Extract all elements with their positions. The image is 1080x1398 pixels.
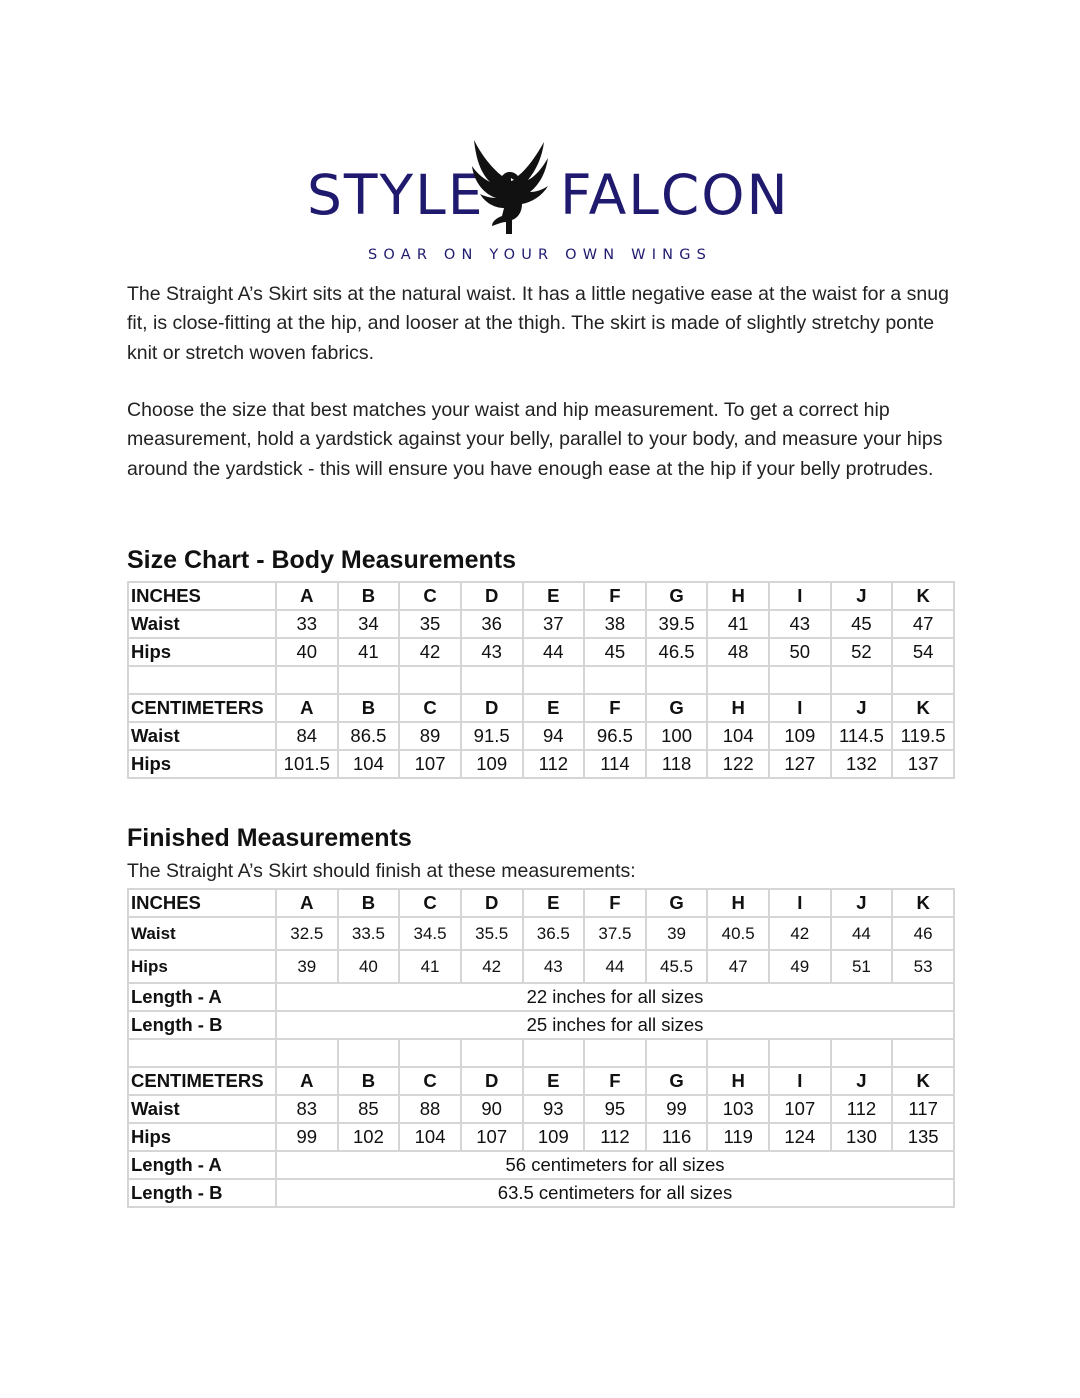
- empty-cell: [276, 666, 338, 694]
- table-cell: J: [831, 582, 893, 610]
- empty-cell: [338, 1039, 400, 1067]
- table-cell: 48: [707, 638, 769, 666]
- table-cell: F: [584, 694, 646, 722]
- table-cell: F: [584, 582, 646, 610]
- table-cell: J: [831, 694, 893, 722]
- length-value-cell: 25 inches for all sizes: [276, 1011, 954, 1039]
- table-cell: 47: [707, 950, 769, 983]
- empty-cell: [769, 1039, 831, 1067]
- table-cell: 44: [523, 638, 585, 666]
- table-cell: 103: [707, 1095, 769, 1123]
- table-cell: A: [276, 889, 338, 917]
- empty-cell: [646, 666, 708, 694]
- table-cell: 49: [769, 950, 831, 983]
- row-label-cell: Hips: [128, 950, 276, 983]
- table-cell: 132: [831, 750, 893, 778]
- table-cell: D: [461, 582, 523, 610]
- table-cell: C: [399, 582, 461, 610]
- spacer-row: [128, 1039, 954, 1067]
- table-cell: 114: [584, 750, 646, 778]
- table-cell: E: [523, 582, 585, 610]
- table-cell: 42: [461, 950, 523, 983]
- table-cell: C: [399, 694, 461, 722]
- table-cell: F: [584, 1067, 646, 1095]
- empty-cell: [399, 666, 461, 694]
- table-header-row: [128, 1067, 954, 1095]
- length-row: [128, 1011, 954, 1039]
- logo-word-style: STYLE: [307, 163, 485, 227]
- table-row: [128, 917, 954, 950]
- table-cell: D: [461, 889, 523, 917]
- empty-cell: [707, 666, 769, 694]
- table-cell: 43: [769, 610, 831, 638]
- table-cell: 93: [523, 1095, 585, 1123]
- logo-tagline: SOAR ON YOUR OWN WINGS: [367, 247, 713, 263]
- table-cell: 91.5: [461, 722, 523, 750]
- row-label-cell: Waist: [128, 610, 276, 638]
- table-cell: 84: [276, 722, 338, 750]
- empty-cell: [461, 1039, 523, 1067]
- table-row: [128, 750, 954, 778]
- table-cell: G: [646, 582, 708, 610]
- length-value-cell: 63.5 centimeters for all sizes: [276, 1179, 954, 1207]
- table-cell: K: [892, 694, 954, 722]
- table-cell: 100: [646, 722, 708, 750]
- empty-cell: [399, 1039, 461, 1067]
- empty-cell: [523, 666, 585, 694]
- row-label-cell: Hips: [128, 638, 276, 666]
- table-cell: 34: [338, 610, 400, 638]
- table-cell: 109: [523, 1123, 585, 1151]
- length-row: [128, 1151, 954, 1179]
- table-cell: 101.5: [276, 750, 338, 778]
- row-label-cell: Waist: [128, 722, 276, 750]
- table-cell: H: [707, 694, 769, 722]
- table-cell: 107: [461, 1123, 523, 1151]
- table-cell: 33.5: [338, 917, 400, 950]
- table-cell: 114.5: [831, 722, 893, 750]
- finished-chart-title: Finished Measurements: [127, 824, 412, 852]
- table-cell: 53: [892, 950, 954, 983]
- table-cell: I: [769, 889, 831, 917]
- table-header-row: [128, 694, 954, 722]
- empty-cell: [338, 666, 400, 694]
- table-cell: 40: [338, 950, 400, 983]
- empty-cell: [584, 1039, 646, 1067]
- table-cell: 39.5: [646, 610, 708, 638]
- table-cell: 40: [276, 638, 338, 666]
- table-cell: H: [707, 582, 769, 610]
- table-cell: 38: [584, 610, 646, 638]
- table-row: [128, 1123, 954, 1151]
- length-row: [128, 1179, 954, 1207]
- table-cell: 119.5: [892, 722, 954, 750]
- table-cell: 41: [399, 950, 461, 983]
- table-cell: 43: [461, 638, 523, 666]
- table-cell: 36: [461, 610, 523, 638]
- table-cell: 45.5: [646, 950, 708, 983]
- intro-paragraph-2: Choose the size that best matches your waist and hip measurement. To get a correct hip measurement, hold a yardstick against your belly, parallel to your body, and measure your hips around the yardstick - this will ensure you have enough ease at the hip if your belly protrudes.: [127, 399, 943, 480]
- table-cell: 116: [646, 1123, 708, 1151]
- table-header-row: [128, 582, 954, 610]
- table-cell: 45: [831, 610, 893, 638]
- table-row: [128, 1095, 954, 1123]
- table-cell: K: [892, 889, 954, 917]
- table-cell: H: [707, 889, 769, 917]
- table-cell: A: [276, 694, 338, 722]
- length-row: [128, 983, 954, 1011]
- body-chart-title: Size Chart - Body Measurements: [127, 546, 516, 574]
- table-cell: H: [707, 1067, 769, 1095]
- table-cell: J: [831, 1067, 893, 1095]
- brand-logo: [0, 130, 1080, 270]
- row-label-cell: Length - B: [128, 1011, 276, 1039]
- row-label-cell: Hips: [128, 1123, 276, 1151]
- finished-chart-subtitle: The Straight A’s Skirt should finish at these measurements:: [127, 860, 636, 882]
- table-cell: 42: [769, 917, 831, 950]
- table-cell: 41: [338, 638, 400, 666]
- table-cell: 83: [276, 1095, 338, 1123]
- table-cell: 119: [707, 1123, 769, 1151]
- table-cell: 85: [338, 1095, 400, 1123]
- table-cell: 36.5: [523, 917, 585, 950]
- table-row: [128, 638, 954, 666]
- table-cell: 88: [399, 1095, 461, 1123]
- table-cell: I: [769, 694, 831, 722]
- table-cell: 35: [399, 610, 461, 638]
- table-cell: 46.5: [646, 638, 708, 666]
- table-cell: 45: [584, 638, 646, 666]
- table-cell: 90: [461, 1095, 523, 1123]
- table-cell: 95: [584, 1095, 646, 1123]
- table-cell: 107: [769, 1095, 831, 1123]
- row-label-cell: Length - A: [128, 983, 276, 1011]
- table-cell: 94: [523, 722, 585, 750]
- table-cell: F: [584, 889, 646, 917]
- table-cell: 112: [831, 1095, 893, 1123]
- table-cell: I: [769, 1067, 831, 1095]
- table-cell: 99: [276, 1123, 338, 1151]
- row-label-cell: Length - A: [128, 1151, 276, 1179]
- table-cell: 96.5: [584, 722, 646, 750]
- table-cell: 35.5: [461, 917, 523, 950]
- empty-cell: [892, 1039, 954, 1067]
- empty-cell: [646, 1039, 708, 1067]
- table-cell: 118: [646, 750, 708, 778]
- table-cell: B: [338, 694, 400, 722]
- row-label-cell: INCHES: [128, 889, 276, 917]
- row-label-cell: CENTIMETERS: [128, 694, 276, 722]
- table-cell: 44: [831, 917, 893, 950]
- table-cell: E: [523, 889, 585, 917]
- table-cell: 42: [399, 638, 461, 666]
- table-cell: K: [892, 582, 954, 610]
- table-cell: 86.5: [338, 722, 400, 750]
- table-cell: 41: [707, 610, 769, 638]
- table-cell: 44: [584, 950, 646, 983]
- table-cell: 40.5: [707, 917, 769, 950]
- table-cell: 104: [399, 1123, 461, 1151]
- table-cell: 102: [338, 1123, 400, 1151]
- falcon-icon: [466, 138, 554, 238]
- table-cell: 50: [769, 638, 831, 666]
- table-cell: A: [276, 1067, 338, 1095]
- table-cell: D: [461, 1067, 523, 1095]
- intro-paragraph-1: The Straight A’s Skirt sits at the natural waist. It has a little negative ease at the waist for a snug fit, is close-fitting at the hip, and looser at the thigh. The skirt is made of slightly stretchy ponte knit or stretch woven fabrics.: [127, 283, 949, 364]
- table-cell: 39: [646, 917, 708, 950]
- table-cell: 109: [461, 750, 523, 778]
- table-cell: B: [338, 889, 400, 917]
- table-cell: A: [276, 582, 338, 610]
- row-label-cell: Waist: [128, 1095, 276, 1123]
- table-cell: G: [646, 694, 708, 722]
- length-value-cell: 22 inches for all sizes: [276, 983, 954, 1011]
- row-label-cell: CENTIMETERS: [128, 1067, 276, 1095]
- table-cell: C: [399, 1067, 461, 1095]
- table-cell: E: [523, 694, 585, 722]
- table-cell: 43: [523, 950, 585, 983]
- finished-measurements-table: [127, 888, 955, 1208]
- row-label-cell: Length - B: [128, 1179, 276, 1207]
- table-row: [128, 610, 954, 638]
- table-cell: C: [399, 889, 461, 917]
- table-cell: 37: [523, 610, 585, 638]
- body-measurements-table: [127, 581, 955, 779]
- empty-cell: [461, 666, 523, 694]
- empty-cell: [707, 1039, 769, 1067]
- table-cell: 99: [646, 1095, 708, 1123]
- table-cell: 130: [831, 1123, 893, 1151]
- empty-cell: [276, 1039, 338, 1067]
- empty-cell: [523, 1039, 585, 1067]
- table-cell: 117: [892, 1095, 954, 1123]
- table-cell: 135: [892, 1123, 954, 1151]
- table-cell: 54: [892, 638, 954, 666]
- table-cell: 122: [707, 750, 769, 778]
- table-cell: 46: [892, 917, 954, 950]
- table-cell: 39: [276, 950, 338, 983]
- empty-cell: [769, 666, 831, 694]
- table-cell: B: [338, 582, 400, 610]
- row-label-cell: Waist: [128, 917, 276, 950]
- table-cell: J: [831, 889, 893, 917]
- table-header-row: [128, 889, 954, 917]
- table-cell: 124: [769, 1123, 831, 1151]
- table-cell: G: [646, 1067, 708, 1095]
- table-cell: I: [769, 582, 831, 610]
- table-cell: 37.5: [584, 917, 646, 950]
- table-cell: 112: [584, 1123, 646, 1151]
- table-cell: 127: [769, 750, 831, 778]
- table-cell: 32.5: [276, 917, 338, 950]
- spacer-row: [128, 666, 954, 694]
- row-label-cell: INCHES: [128, 582, 276, 610]
- empty-cell: [831, 1039, 893, 1067]
- table-cell: 112: [523, 750, 585, 778]
- table-cell: 104: [707, 722, 769, 750]
- table-cell: 34.5: [399, 917, 461, 950]
- empty-cell: [831, 666, 893, 694]
- logo-word-falcon: FALCON: [560, 163, 790, 227]
- table-row: [128, 722, 954, 750]
- table-cell: 51: [831, 950, 893, 983]
- table-cell: 104: [338, 750, 400, 778]
- empty-cell: [128, 666, 276, 694]
- empty-cell: [892, 666, 954, 694]
- row-label-cell: Hips: [128, 750, 276, 778]
- table-cell: 109: [769, 722, 831, 750]
- empty-cell: [128, 1039, 276, 1067]
- table-cell: 89: [399, 722, 461, 750]
- table-cell: K: [892, 1067, 954, 1095]
- table-cell: 33: [276, 610, 338, 638]
- table-cell: 107: [399, 750, 461, 778]
- table-cell: 137: [892, 750, 954, 778]
- table-cell: 47: [892, 610, 954, 638]
- empty-cell: [584, 666, 646, 694]
- table-cell: E: [523, 1067, 585, 1095]
- table-cell: 52: [831, 638, 893, 666]
- table-cell: B: [338, 1067, 400, 1095]
- table-row: [128, 950, 954, 983]
- length-value-cell: 56 centimeters for all sizes: [276, 1151, 954, 1179]
- table-cell: G: [646, 889, 708, 917]
- table-cell: D: [461, 694, 523, 722]
